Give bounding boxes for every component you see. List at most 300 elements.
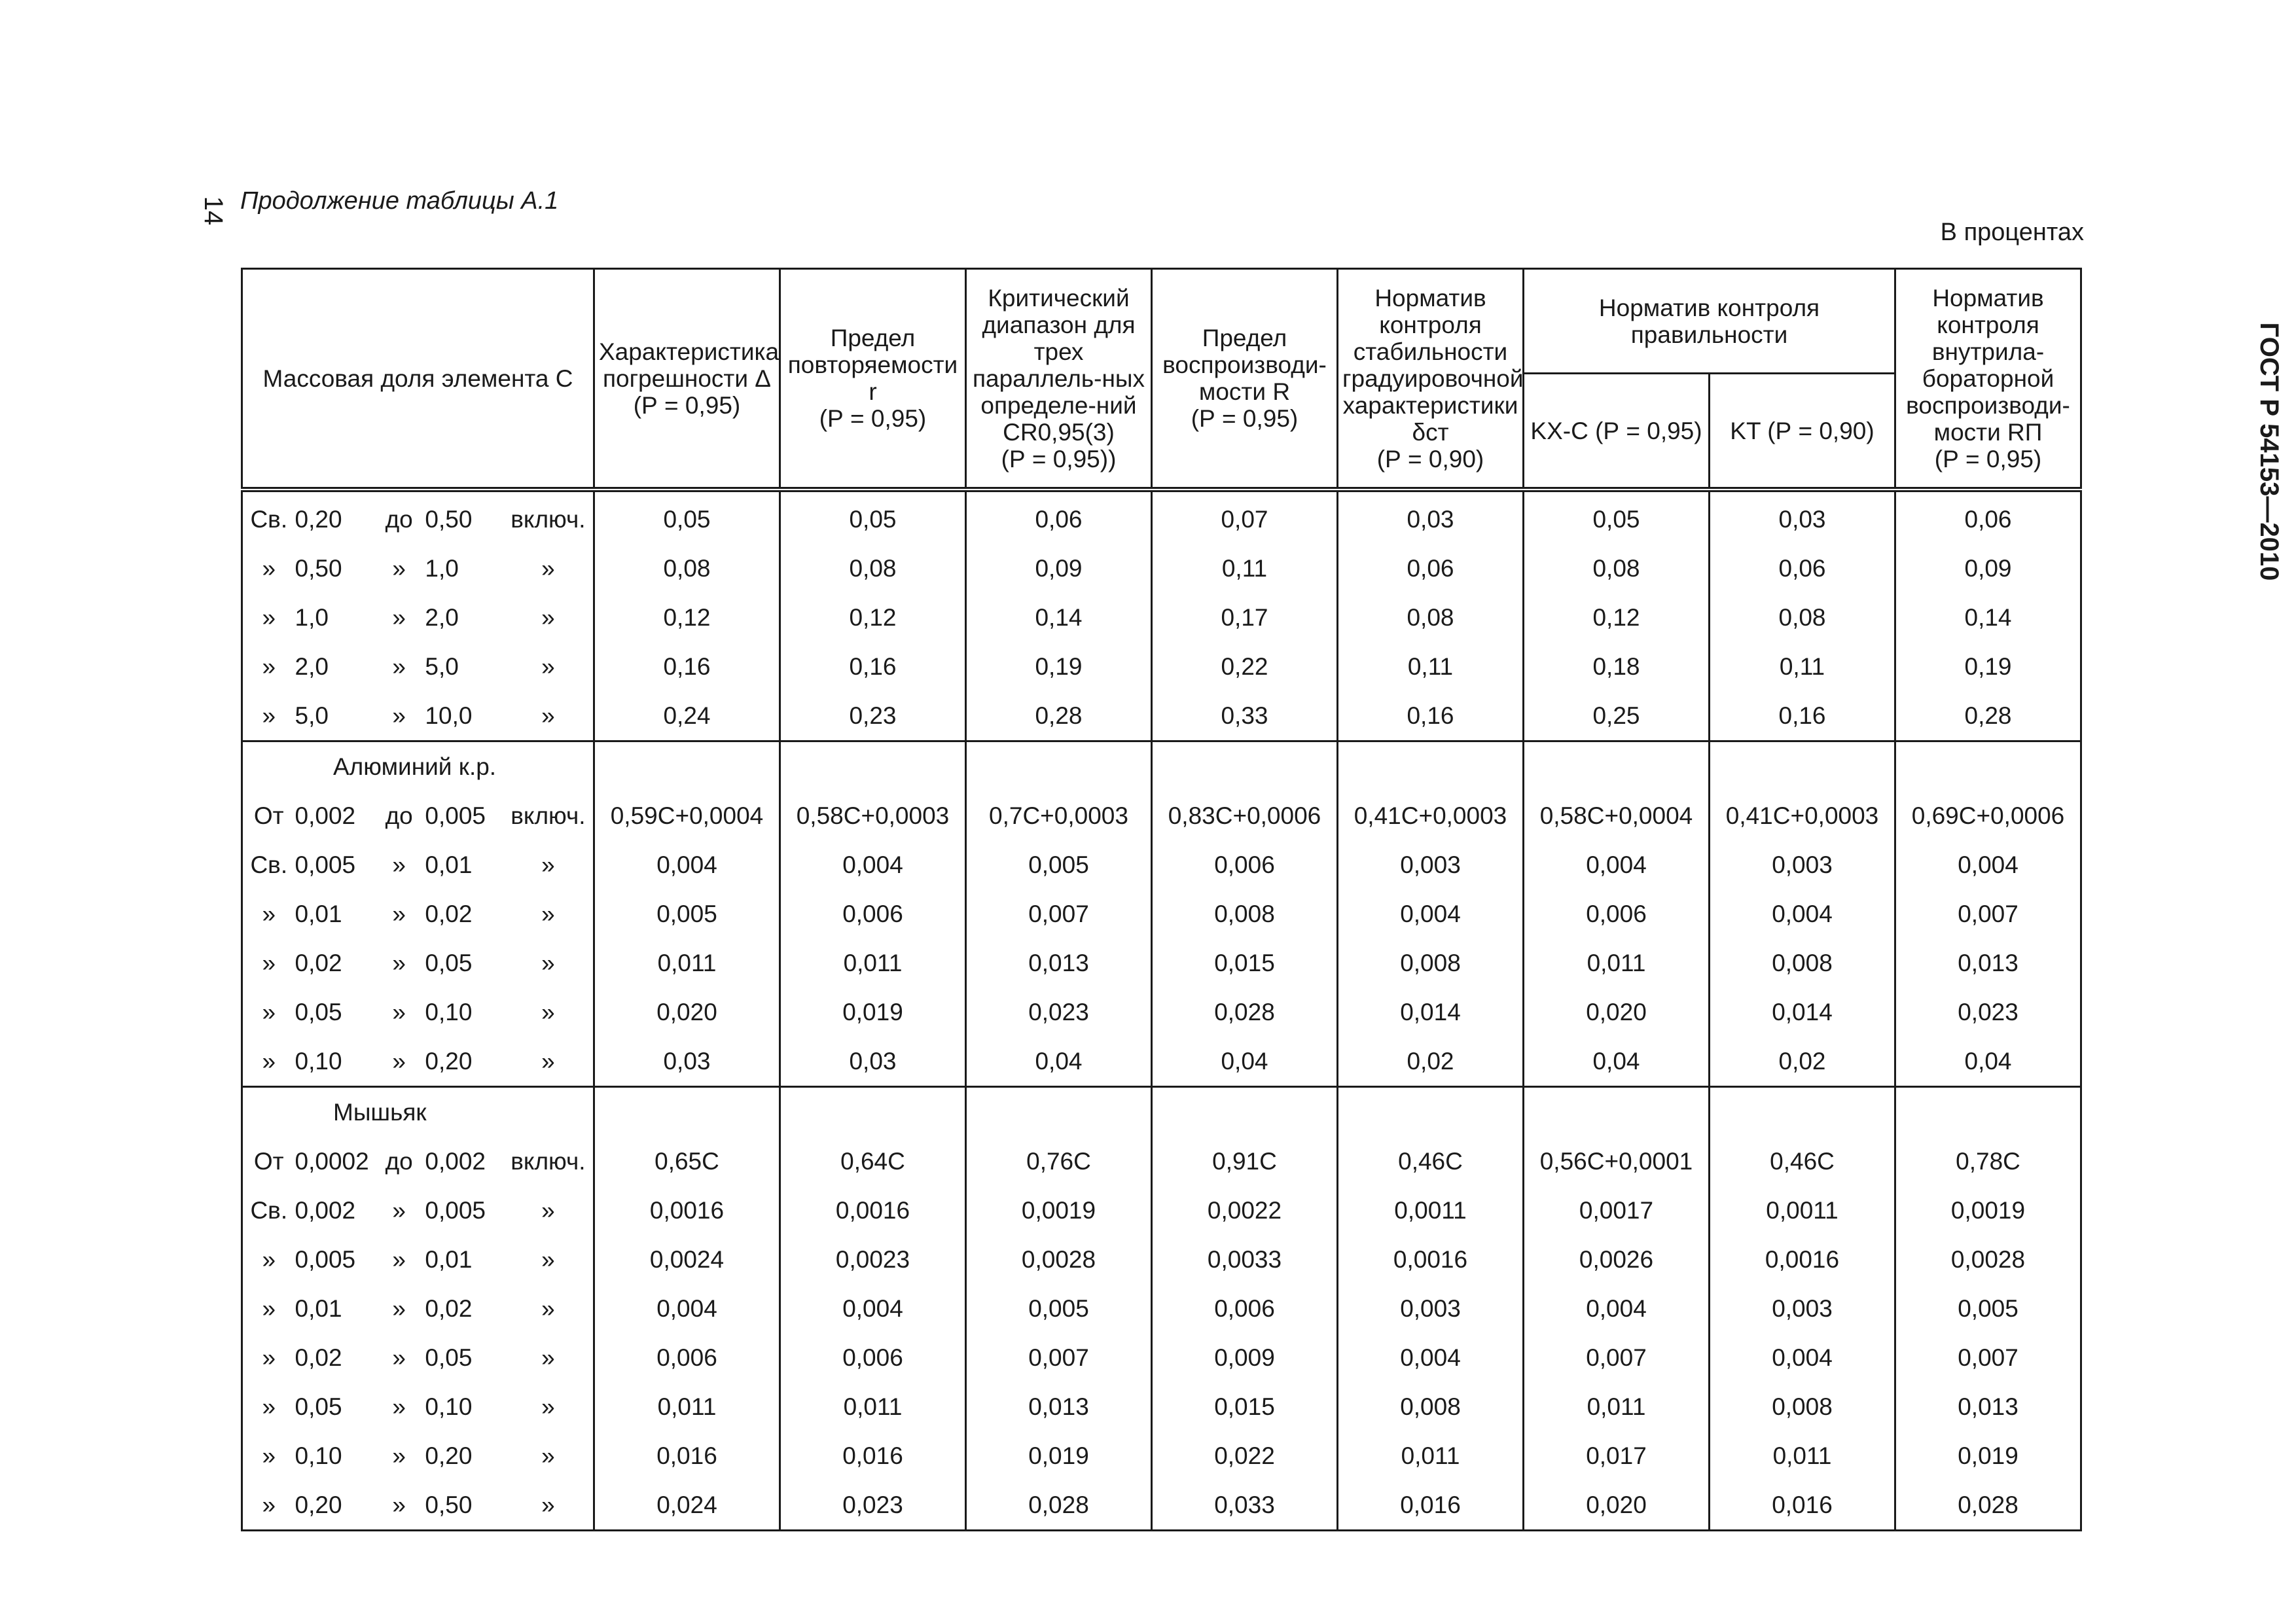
value-cell: 0,007 [1524, 1333, 1710, 1382]
table-row [242, 1137, 2081, 1186]
range-to: 0,005 [425, 1196, 486, 1224]
value-cell: 0,08 [780, 544, 966, 593]
value-cell: 0,0011 [1710, 1186, 1895, 1235]
value-cell: 0,019 [780, 988, 966, 1037]
range-to: 2,0 [425, 603, 459, 631]
range-suffix: » [541, 998, 555, 1026]
value-cell: 0,0016 [1710, 1235, 1895, 1284]
empty-cell [1524, 1087, 1710, 1137]
col-header-accuracy-group: Норматив контроля правильности [1524, 269, 1895, 374]
table-row [242, 1431, 2081, 1480]
range-from: 0,10 [295, 1047, 342, 1075]
table-row [242, 791, 2081, 840]
value-cell: 0,46С [1710, 1137, 1895, 1186]
range-to: 0,50 [425, 505, 473, 533]
range-prefix: » [262, 702, 276, 729]
range-from: 0,20 [295, 1491, 342, 1518]
range-word: » [392, 998, 406, 1026]
value-cell: 0,0017 [1524, 1186, 1710, 1235]
value-cell: 0,76С [966, 1137, 1152, 1186]
table-row [242, 1480, 2081, 1531]
range-prefix: » [262, 1344, 276, 1371]
empty-cell [1895, 741, 2081, 792]
value-cell: 0,16 [1710, 691, 1895, 741]
range-from: 0,01 [295, 1294, 342, 1322]
empty-cell [594, 741, 780, 792]
range-suffix: » [541, 1491, 555, 1518]
range-to: 0,05 [425, 949, 473, 976]
value-cell: 0,7С+0,0003 [966, 791, 1152, 840]
col-header-reproducibility: Предел воспроизводи-мости R (Р = 0,95) [1152, 269, 1338, 490]
range-cell [242, 1480, 594, 1531]
range-to: 0,002 [425, 1147, 486, 1175]
value-cell: 0,033 [1152, 1480, 1338, 1531]
range-to: 0,02 [425, 1294, 473, 1322]
value-cell: 0,011 [1524, 1382, 1710, 1431]
value-cell: 0,028 [1152, 988, 1338, 1037]
range-prefix: » [262, 1047, 276, 1075]
col-header-k-xc: KX-C (Р = 0,95) [1524, 374, 1710, 490]
value-cell: 0,64С [780, 1137, 966, 1186]
value-cell: 0,03 [1710, 490, 1895, 544]
empty-cell [966, 1087, 1152, 1137]
value-cell: 0,015 [1152, 1382, 1338, 1431]
value-cell: 0,008 [1710, 1382, 1895, 1431]
value-cell: 0,0026 [1524, 1235, 1710, 1284]
value-cell: 0,016 [780, 1431, 966, 1480]
range-word: » [392, 603, 406, 631]
value-cell: 0,004 [1338, 889, 1524, 938]
range-cell [242, 889, 594, 938]
value-cell: 0,011 [780, 1382, 966, 1431]
value-cell: 0,011 [1524, 938, 1710, 988]
value-cell: 0,11 [1338, 642, 1524, 691]
value-cell: 0,05 [1524, 490, 1710, 544]
range-to: 5,0 [425, 652, 459, 680]
empty-cell [1338, 1087, 1524, 1137]
range-prefix: » [262, 1393, 276, 1420]
value-cell: 0,04 [966, 1037, 1152, 1087]
value-cell: 0,019 [1895, 1431, 2081, 1480]
value-cell: 0,19 [966, 642, 1152, 691]
value-cell: 0,11 [1710, 642, 1895, 691]
value-cell: 0,08 [1524, 544, 1710, 593]
value-cell: 0,17 [1152, 593, 1338, 642]
table-continuation-caption: Продолжение таблицы А.1 [240, 187, 559, 215]
value-cell: 0,006 [1152, 1284, 1338, 1333]
value-cell: 0,023 [966, 988, 1152, 1037]
value-cell: 0,013 [1895, 938, 2081, 988]
range-cell [242, 988, 594, 1037]
range-suffix: » [541, 1047, 555, 1075]
range-to: 0,005 [425, 802, 486, 829]
range-word: » [392, 702, 406, 729]
range-to: 0,50 [425, 1491, 473, 1518]
range-from: 0,20 [295, 505, 342, 533]
value-cell: 0,04 [1895, 1037, 2081, 1087]
value-cell: 0,05 [594, 490, 780, 544]
range-to: 0,01 [425, 851, 473, 878]
range-suffix: включ. [511, 1147, 586, 1175]
range-from: 1,0 [295, 603, 329, 631]
value-cell: 0,017 [1524, 1431, 1710, 1480]
value-cell: 0,008 [1338, 938, 1524, 988]
range-to: 0,05 [425, 1344, 473, 1371]
range-suffix: » [541, 652, 555, 680]
range-prefix: » [262, 1442, 276, 1469]
range-word: » [392, 1245, 406, 1273]
range-from: 0,005 [295, 851, 356, 878]
value-cell: 0,008 [1152, 889, 1338, 938]
value-cell: 0,011 [594, 938, 780, 988]
col-header-critical-range: Критический диапазон для трех параллель-ных определе-ний CR0,95(3) (Р = 0,95)) [966, 269, 1152, 490]
range-to: 0,10 [425, 998, 473, 1026]
section-title: Алюминий к.р. [242, 741, 594, 792]
range-word: » [392, 949, 406, 976]
empty-cell [966, 741, 1152, 792]
value-cell: 0,0033 [1152, 1235, 1338, 1284]
range-word: » [392, 900, 406, 927]
value-cell: 0,016 [594, 1431, 780, 1480]
value-cell: 0,020 [1524, 1480, 1710, 1531]
table-row [242, 1235, 2081, 1284]
range-suffix: » [541, 554, 555, 582]
value-cell: 0,18 [1524, 642, 1710, 691]
value-cell: 0,011 [594, 1382, 780, 1431]
range-prefix: » [262, 603, 276, 631]
range-suffix: » [541, 603, 555, 631]
value-cell: 0,78С [1895, 1137, 2081, 1186]
range-prefix: » [262, 1294, 276, 1322]
col-header-mass-fraction: Массовая доля элемента С [242, 269, 594, 490]
value-cell: 0,022 [1152, 1431, 1338, 1480]
value-cell: 0,14 [1895, 593, 2081, 642]
value-cell: 0,19 [1895, 642, 2081, 691]
value-cell: 0,04 [1524, 1037, 1710, 1087]
range-from: 0,005 [295, 1245, 356, 1273]
value-cell: 0,007 [966, 889, 1152, 938]
value-cell: 0,08 [594, 544, 780, 593]
range-to: 0,02 [425, 900, 473, 927]
range-suffix: » [541, 851, 555, 878]
value-cell: 0,020 [594, 988, 780, 1037]
value-cell: 0,009 [1152, 1333, 1338, 1382]
range-cell [242, 938, 594, 988]
value-cell: 0,013 [1895, 1382, 2081, 1431]
range-word: » [392, 1047, 406, 1075]
section-title: Мышьяк [242, 1087, 594, 1137]
range-suffix: » [541, 900, 555, 927]
value-cell: 0,0024 [594, 1235, 780, 1284]
value-cell: 0,028 [966, 1480, 1152, 1531]
table-row [242, 544, 2081, 593]
value-cell: 0,28 [966, 691, 1152, 741]
value-cell: 0,22 [1152, 642, 1338, 691]
range-to: 0,01 [425, 1245, 473, 1273]
value-cell: 0,004 [1895, 840, 2081, 889]
value-cell: 0,16 [1338, 691, 1524, 741]
range-from: 0,10 [295, 1442, 342, 1469]
range-cell [242, 1137, 594, 1186]
value-cell: 0,65С [594, 1137, 780, 1186]
range-prefix: От [253, 1147, 284, 1175]
range-word: » [392, 1491, 406, 1518]
table-row [242, 490, 2081, 544]
range-prefix: » [262, 998, 276, 1026]
range-from: 0,05 [295, 998, 342, 1026]
value-cell: 0,019 [966, 1431, 1152, 1480]
value-cell: 0,0019 [966, 1186, 1152, 1235]
range-cell [242, 593, 594, 642]
value-cell: 0,14 [966, 593, 1152, 642]
table-row [242, 642, 2081, 691]
units-note: В процентах [1940, 219, 2084, 246]
range-prefix: » [262, 900, 276, 927]
range-from: 2,0 [295, 652, 329, 680]
range-to: 1,0 [425, 554, 459, 582]
value-cell: 0,12 [1524, 593, 1710, 642]
range-cell [242, 1186, 594, 1235]
value-cell: 0,69С+0,0006 [1895, 791, 2081, 840]
page-number: 14 [199, 196, 228, 226]
range-word: » [392, 652, 406, 680]
value-cell: 0,028 [1895, 1480, 2081, 1531]
value-cell: 0,12 [780, 593, 966, 642]
range-from: 0,02 [295, 949, 342, 976]
value-cell: 0,020 [1524, 988, 1710, 1037]
table-row [242, 1284, 2081, 1333]
empty-cell [1710, 741, 1895, 792]
range-cell [242, 791, 594, 840]
value-cell: 0,011 [1710, 1431, 1895, 1480]
col-header-error: Характеристика погрешности Δ (Р = 0,95) [594, 269, 780, 490]
empty-cell [1152, 1087, 1338, 1137]
value-cell: 0,023 [780, 1480, 966, 1531]
value-cell: 0,005 [594, 889, 780, 938]
value-cell: 0,03 [780, 1037, 966, 1087]
range-suffix: » [541, 1294, 555, 1322]
section-title-row [242, 1087, 2081, 1137]
range-cell [242, 1431, 594, 1480]
value-cell: 0,41С+0,0003 [1338, 791, 1524, 840]
value-cell: 0,12 [594, 593, 780, 642]
range-cell [242, 1284, 594, 1333]
value-cell: 0,004 [1710, 1333, 1895, 1382]
value-cell: 0,03 [594, 1037, 780, 1087]
range-suffix: » [541, 702, 555, 729]
value-cell: 0,16 [594, 642, 780, 691]
value-cell: 0,007 [966, 1333, 1152, 1382]
range-cell [242, 544, 594, 593]
range-suffix: включ. [511, 505, 586, 533]
value-cell: 0,59С+0,0004 [594, 791, 780, 840]
value-cell: 0,0019 [1895, 1186, 2081, 1235]
col-header-repeatability: Предел повторяемости r (Р = 0,95) [780, 269, 966, 490]
value-cell: 0,25 [1524, 691, 1710, 741]
value-cell: 0,24 [594, 691, 780, 741]
range-suffix: » [541, 1196, 555, 1224]
table-row [242, 889, 2081, 938]
value-cell: 0,006 [780, 889, 966, 938]
value-cell: 0,004 [780, 1284, 966, 1333]
range-prefix: Св. [250, 1196, 288, 1224]
range-prefix: » [262, 1245, 276, 1273]
range-prefix: Св. [250, 851, 288, 878]
value-cell: 0,08 [1710, 593, 1895, 642]
value-cell: 0,0022 [1152, 1186, 1338, 1235]
range-word: до [385, 505, 413, 533]
value-cell: 0,05 [780, 490, 966, 544]
table-row [242, 1333, 2081, 1382]
range-cell [242, 1037, 594, 1087]
range-cell [242, 642, 594, 691]
range-word: » [392, 1196, 406, 1224]
value-cell: 0,004 [594, 1284, 780, 1333]
value-cell: 0,003 [1710, 840, 1895, 889]
value-cell: 0,006 [1152, 840, 1338, 889]
value-cell: 0,003 [1338, 1284, 1524, 1333]
value-cell: 0,02 [1338, 1037, 1524, 1087]
value-cell: 0,024 [594, 1480, 780, 1531]
range-word: » [392, 1393, 406, 1420]
value-cell: 0,005 [966, 840, 1152, 889]
value-cell: 0,014 [1338, 988, 1524, 1037]
empty-cell [1338, 741, 1524, 792]
range-from: 0,002 [295, 1196, 356, 1224]
value-cell: 0,58С+0,0003 [780, 791, 966, 840]
value-cell: 0,06 [1338, 544, 1524, 593]
range-suffix: включ. [511, 802, 586, 829]
empty-cell [1895, 1087, 2081, 1137]
range-prefix: От [253, 802, 284, 829]
table-row [242, 988, 2081, 1037]
empty-cell [594, 1087, 780, 1137]
value-cell: 0,0011 [1338, 1186, 1524, 1235]
value-cell: 0,008 [1710, 938, 1895, 988]
value-cell: 0,0028 [1895, 1235, 2081, 1284]
table-row [242, 691, 2081, 741]
table-row [242, 938, 2081, 988]
col-header-intralab-reproducibility: Норматив контроля внутрила-бораторной воспроизводи-мости RП (Р = 0,95) [1895, 269, 2081, 490]
col-header-calibration-stability: Норматив контроля стабильности градуировочной характеристики δст (Р = 0,90) [1338, 269, 1524, 490]
value-cell: 0,0016 [594, 1186, 780, 1235]
value-cell: 0,006 [594, 1333, 780, 1382]
table-row [242, 1037, 2081, 1087]
value-cell: 0,014 [1710, 988, 1895, 1037]
value-cell: 0,005 [966, 1284, 1152, 1333]
range-prefix: Св. [250, 505, 288, 533]
value-cell: 0,007 [1895, 1333, 2081, 1382]
range-prefix: » [262, 949, 276, 976]
range-prefix: » [262, 1491, 276, 1518]
range-prefix: » [262, 652, 276, 680]
value-cell: 0,33 [1152, 691, 1338, 741]
range-to: 0,10 [425, 1393, 473, 1420]
col-header-k-t: KT (Р = 0,90) [1710, 374, 1895, 490]
value-cell: 0,16 [780, 642, 966, 691]
value-cell: 0,04 [1152, 1037, 1338, 1087]
value-cell: 0,013 [966, 1382, 1152, 1431]
range-suffix: » [541, 1245, 555, 1273]
value-cell: 0,006 [1524, 889, 1710, 938]
range-to: 10,0 [425, 702, 473, 729]
value-cell: 0,46С [1338, 1137, 1524, 1186]
range-from: 0,002 [295, 802, 356, 829]
range-cell [242, 1235, 594, 1284]
section-title-row [242, 741, 2081, 792]
value-cell: 0,008 [1338, 1382, 1524, 1431]
value-cell: 0,06 [1895, 490, 2081, 544]
value-cell: 0,011 [1338, 1431, 1524, 1480]
range-suffix: » [541, 1393, 555, 1420]
empty-cell [780, 741, 966, 792]
value-cell: 0,004 [780, 840, 966, 889]
value-cell: 0,83С+0,0006 [1152, 791, 1338, 840]
value-cell: 0,023 [1895, 988, 2081, 1037]
value-cell: 0,004 [1710, 889, 1895, 938]
value-cell: 0,07 [1152, 490, 1338, 544]
table-row [242, 593, 2081, 642]
value-cell: 0,013 [966, 938, 1152, 988]
value-cell: 0,41С+0,0003 [1710, 791, 1895, 840]
range-word: до [385, 1147, 413, 1175]
range-suffix: » [541, 1442, 555, 1469]
range-from: 0,02 [295, 1344, 342, 1371]
range-suffix: » [541, 1344, 555, 1371]
range-cell [242, 490, 594, 544]
value-cell: 0,004 [594, 840, 780, 889]
range-suffix: » [541, 949, 555, 976]
empty-cell [1152, 741, 1338, 792]
value-cell: 0,015 [1152, 938, 1338, 988]
value-cell: 0,0023 [780, 1235, 966, 1284]
range-from: 0,0002 [295, 1147, 369, 1175]
value-cell: 0,58С+0,0004 [1524, 791, 1710, 840]
data-table [241, 268, 2082, 1531]
value-cell: 0,004 [1524, 840, 1710, 889]
range-prefix: » [262, 554, 276, 582]
range-word: » [392, 1344, 406, 1371]
value-cell: 0,11 [1152, 544, 1338, 593]
value-cell: 0,0028 [966, 1235, 1152, 1284]
range-word: » [392, 1442, 406, 1469]
value-cell: 0,016 [1710, 1480, 1895, 1531]
table-row [242, 1382, 2081, 1431]
value-cell: 0,09 [966, 544, 1152, 593]
value-cell: 0,02 [1710, 1037, 1895, 1087]
value-cell: 0,0016 [780, 1186, 966, 1235]
range-from: 0,50 [295, 554, 342, 582]
value-cell: 0,91С [1152, 1137, 1338, 1186]
value-cell: 0,007 [1895, 889, 2081, 938]
table-row [242, 840, 2081, 889]
range-from: 0,01 [295, 900, 342, 927]
value-cell: 0,006 [780, 1333, 966, 1382]
value-cell: 0,09 [1895, 544, 2081, 593]
value-cell: 0,08 [1338, 593, 1524, 642]
value-cell: 0,0016 [1338, 1235, 1524, 1284]
range-cell [242, 1333, 594, 1382]
value-cell: 0,28 [1895, 691, 2081, 741]
table-row [242, 1186, 2081, 1235]
range-cell [242, 691, 594, 741]
range-word: » [392, 554, 406, 582]
range-to: 0,20 [425, 1442, 473, 1469]
value-cell: 0,016 [1338, 1480, 1524, 1531]
value-cell: 0,004 [1338, 1333, 1524, 1382]
empty-cell [1710, 1087, 1895, 1137]
standard-code: ГОСТ Р 54153—2010 [2255, 322, 2284, 581]
